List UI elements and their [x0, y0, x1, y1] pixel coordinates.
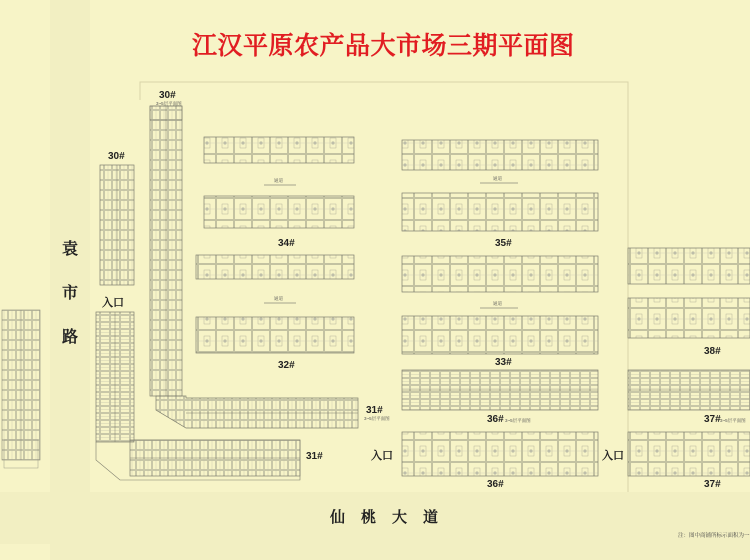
left-sheet-building: [2, 310, 40, 468]
building-31-right: [156, 396, 358, 428]
label-35: 35#: [495, 238, 512, 249]
road-yuanshi-char-2: 市: [61, 283, 78, 302]
building-38: [628, 248, 750, 338]
label-36-bottom: 36#: [487, 479, 504, 490]
road-yuanshi-char-3: 路: [61, 327, 78, 346]
aisle-label-4: 通道: [493, 301, 502, 306]
building-30-left: [100, 165, 134, 285]
entrance-bottom-mid: 入口: [371, 449, 393, 462]
label-36-top-sub: 3~5层平面图: [505, 418, 531, 423]
label-38: 38#: [704, 346, 721, 357]
label-32: 32#: [278, 360, 295, 371]
label-37-bottom: 37#: [704, 479, 721, 490]
label-30-top-sub: 3~5层平面图: [156, 101, 182, 106]
label-36-top: 36#: [487, 414, 504, 425]
label-37-top-sub: 3~5层平面图: [720, 418, 746, 423]
label-31-bottom: 31#: [306, 451, 323, 462]
label-37-top: 37#: [704, 414, 721, 425]
label-30-left: 30#: [108, 151, 125, 162]
label-30-top: 30#: [159, 90, 176, 101]
entrance-bottom-right: 入口: [602, 449, 624, 462]
road-yuanshi-char-1: 袁: [61, 239, 78, 258]
aisle-label-2: 通道: [274, 296, 283, 301]
building-32: [196, 255, 354, 353]
building-31-bottom: [130, 440, 300, 476]
aisle-label-1: 通道: [274, 178, 283, 183]
label-31-right-sub: 3~5层平面图: [364, 416, 390, 421]
aisle-label-3: 通道: [493, 176, 502, 181]
building-30-top: [150, 106, 182, 396]
building-35: [402, 140, 598, 231]
road-xiantao-avenue-label: 仙桃大道: [330, 508, 455, 526]
label-33: 33#: [495, 357, 512, 368]
plan-note: 注：图中商铺所标示面积为一: [678, 533, 750, 539]
label-34: 34#: [278, 238, 295, 249]
label-31-right: 31#: [366, 405, 383, 416]
plan-title: 江汉平原农产品大市场三期平面图: [192, 31, 575, 60]
entrance-left: 入口: [102, 296, 124, 309]
